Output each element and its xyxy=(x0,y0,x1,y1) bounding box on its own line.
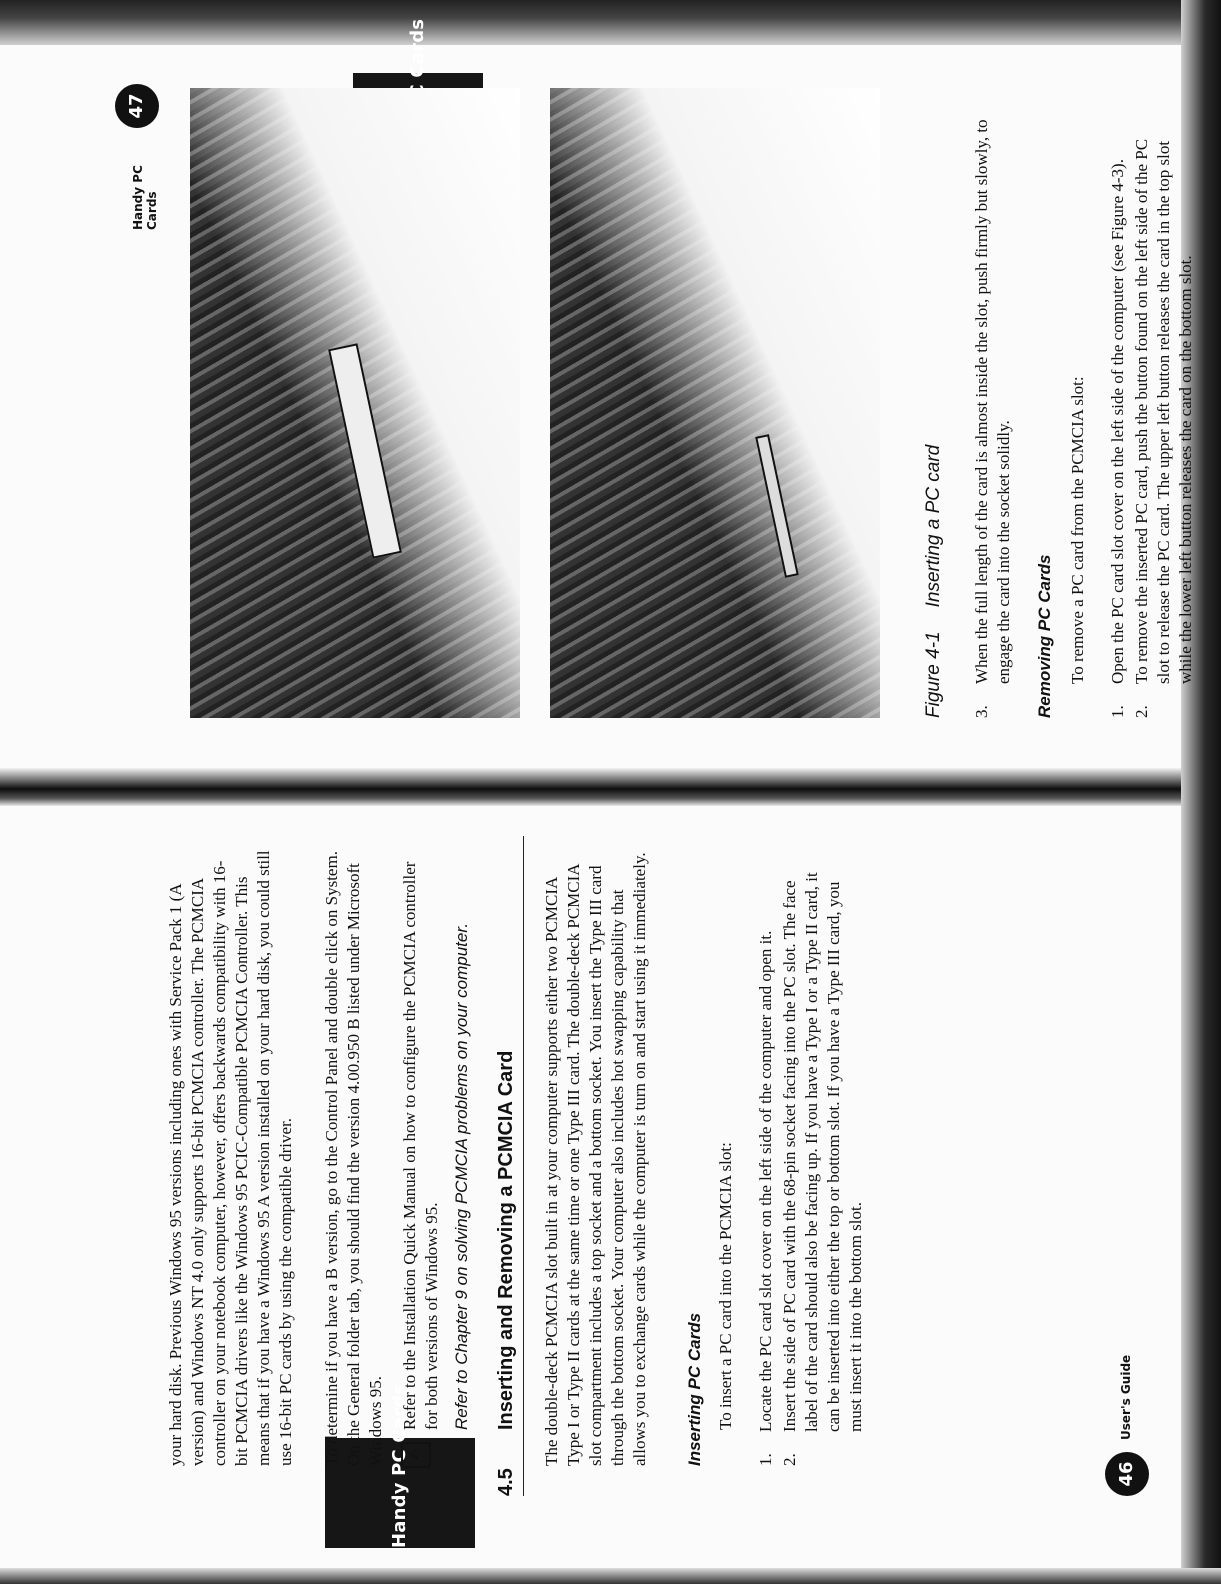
figure-number: Figure 4-1 xyxy=(923,631,944,718)
list-item xyxy=(779,846,867,1466)
pc-card-shape xyxy=(328,343,402,559)
note-text: Refer to the Installation Quick Manual on how to configure the PCMCIA controller for both versions of Windows 95. xyxy=(400,861,441,1430)
list-item xyxy=(1107,118,1129,718)
step-text: To remove the inserted PC card, push the button found on the left side of the PC slot to release the PC card. The upper left button releases the card in the top slot while the lower left button releases the card on the bottom slot. xyxy=(1132,138,1195,684)
paragraph-2: To determine if you have a B version, go to the Control Panel and double click on System. On the General folder tab, you should find the version 4.00.950 B listed under Microsoft Windows 95. xyxy=(322,851,385,1466)
inserting-steps xyxy=(755,846,869,1466)
section-rule xyxy=(523,836,524,1496)
inserting-intro: To insert a PC card into the PCMCIA slot: xyxy=(716,1142,735,1430)
step-number: 3. xyxy=(972,705,991,718)
figure-caption xyxy=(923,445,945,718)
note-italic: Refer to Chapter 9 on solving PCMCIA problems on your computer. xyxy=(452,922,471,1430)
scan-edge-bottom xyxy=(0,1568,1221,1584)
page-number: 46 xyxy=(1105,1452,1149,1496)
section-title: Inserting and Removing a PCMCIA Card xyxy=(495,1050,517,1430)
list-item xyxy=(755,846,777,1466)
page-number: 47 xyxy=(115,84,159,128)
step-3 xyxy=(971,118,1017,718)
note-icon: ✍ xyxy=(401,1442,431,1468)
paragraph-1: your hard disk. Previous Windows 95 versions including ones with Service Pack 1 (A version) and Windows NT 4.0 only supports 16-bit PCMCIA controller. The PCMCIA controller on your notebook computer, however, offers backwards compatibility with 16-bit PCMCIA drivers like the Windows 95 PCIC-Compatible PCMCIA Controller. This means that if you have a Windows 95 A version installed on your hard disk, you could still use 16-bit PC cards by using the compatible driver. xyxy=(166,850,295,1466)
footer-label: User's Guide xyxy=(1119,1354,1133,1440)
page-47 xyxy=(95,58,1195,738)
chapter-tab: Handy PC Cards xyxy=(325,1438,475,1548)
step-number: 2. xyxy=(780,1453,799,1466)
step-number: 2. xyxy=(1132,705,1151,718)
book-spine xyxy=(0,768,1181,806)
step-text: When the full length of the card is almost inside the slot, push firmly but slowly, to engage the card into the socket solidly. xyxy=(972,119,1013,684)
removing-steps xyxy=(1107,118,1199,718)
step-text: Insert the side of PC card with the 68-pin socket facing into the PC slot. The face label of the card should also be facing up. If you have a Type I or a Type II card, it can be inserted into either the top or bottom slot. If you have a Type III card, you must insert it into the bottom slot. xyxy=(780,872,865,1432)
step-number: 1. xyxy=(756,1453,775,1466)
figure-title: Inserting a PC card xyxy=(923,444,944,608)
removing-intro: To remove a PC card from the PCMCIA slot: xyxy=(1068,376,1087,684)
footer-label: Handy PC Cards xyxy=(131,165,159,230)
list-item xyxy=(1131,118,1197,718)
step-text: Open the PC card slot cover on the left side of the computer (see Figure 4-3). xyxy=(1108,159,1127,684)
pc-slot-shape xyxy=(755,434,799,578)
section-number: 4.5 xyxy=(495,1468,517,1496)
section-paragraph: The double-deck PCMCIA slot built in at your computer supports either two PCMCIA Type I or Type II cards at the same time or one Type III card. The double-deck PCMCIA slot compartment includes a top socket and a bottom socket. You insert the Type III card through the bottom socket. Your computer also includes hot swapping capability that allows you to exchange cards while the computer is turn on and start using it immediately. xyxy=(542,852,649,1466)
photo-inserting-card xyxy=(190,88,520,718)
page-46 xyxy=(95,816,1165,1548)
photo-pc-slot xyxy=(550,88,880,718)
scan-edge-top xyxy=(0,0,1221,45)
step-text: Locate the PC card slot cover on the left side of the computer and open it. xyxy=(756,930,775,1432)
inserting-heading: Inserting PC Cards xyxy=(685,1312,704,1466)
removing-heading: Removing PC Cards xyxy=(1035,554,1054,718)
step-number: 1. xyxy=(1108,705,1127,718)
